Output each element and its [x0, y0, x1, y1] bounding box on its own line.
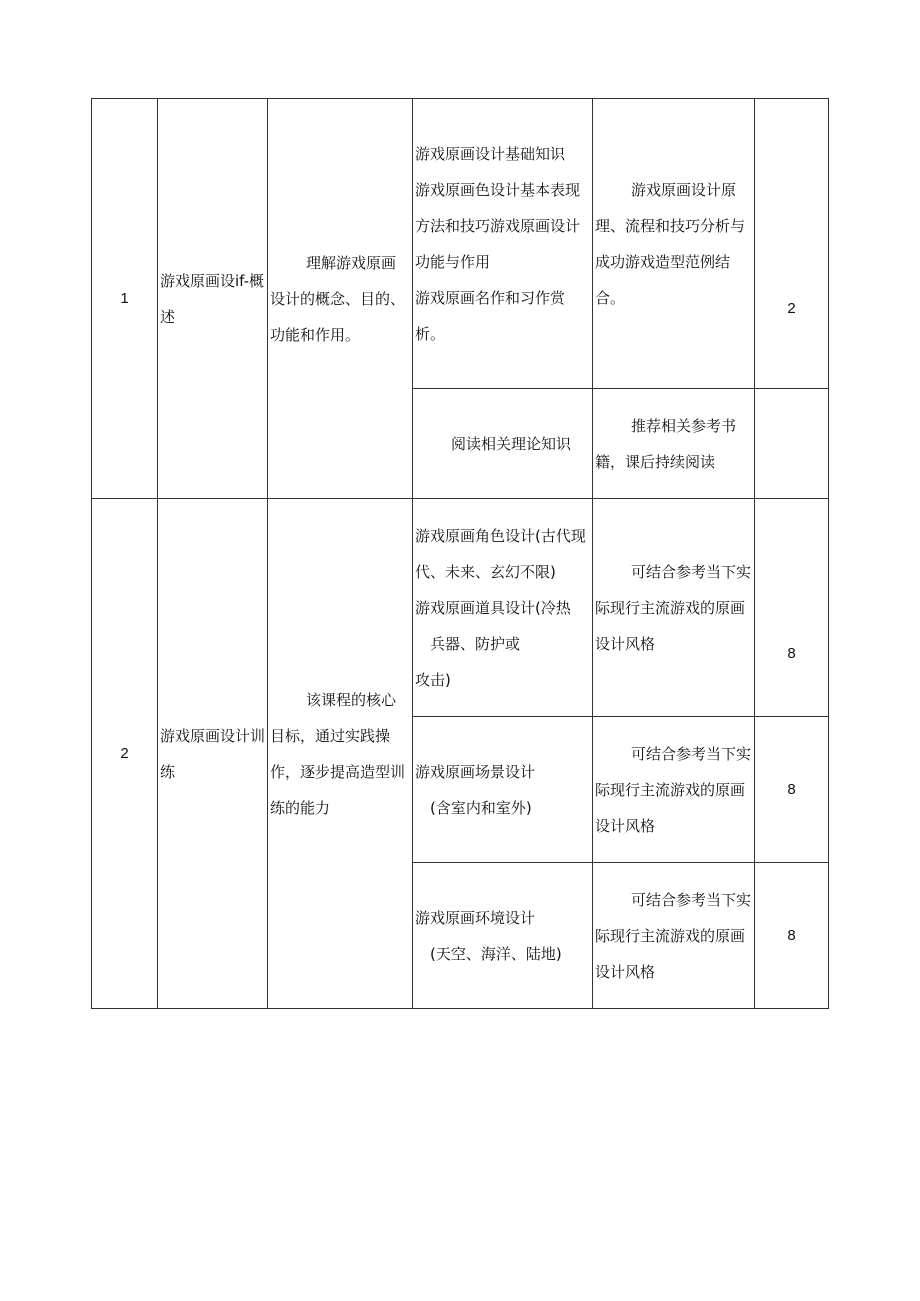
content-line: 游戏原画场景设计 [415, 762, 536, 781]
hours: 8 [755, 717, 829, 863]
content-line: 游戏原画道具设计(冷热 [415, 598, 571, 617]
teaching-note: 推荐相关参考书籍，课后持续阅读 [593, 389, 755, 499]
hours: 8 [755, 863, 829, 1009]
chapter-objective: 该课程的核心目标，通过实践操作，逐步提高造型训练的能力 [268, 499, 413, 1009]
hours: 8 [755, 499, 829, 717]
chapter-content [413, 717, 593, 863]
chapter-content [413, 99, 593, 389]
chapter-title: 游戏原画设计训练 [158, 499, 268, 1009]
teaching-note: 可结合参考当下实际现行主流游戏的原画设计风格 [593, 499, 755, 717]
content-line: 阅读相关理论知识 [451, 434, 572, 453]
content-line: 游戏原画色设计基本表现方法和技巧游戏原画设计功能与作用 [415, 180, 581, 271]
row-number: 1 [92, 99, 158, 499]
table-row [92, 99, 829, 389]
syllabus-table [91, 98, 829, 1009]
chapter-content [413, 863, 593, 1009]
content-line: 游戏原画角色设计(古代现代、未来、玄幻不限) [415, 526, 586, 581]
teaching-note: 可结合参考当下实际现行主流游戏的原画设计风格 [593, 863, 755, 1009]
teaching-note: 游戏原画设计原理、流程和技巧分析与成功游戏造型范例结合。 [593, 99, 755, 389]
table-row [92, 499, 829, 717]
content-line: 游戏原画设计基础知识 [415, 144, 566, 163]
teaching-note: 可结合参考当下实际现行主流游戏的原画设计风格 [593, 717, 755, 863]
hours [755, 389, 829, 499]
chapter-objective: 理解游戏原画设计的概念、目的、功能和作用。 [268, 99, 413, 499]
content-line: 兵器、防护或 [430, 634, 521, 653]
content-line: 游戏原画环境设计 [415, 908, 536, 927]
content-line: 攻击) [415, 670, 451, 689]
content-line: (天空、海洋、陆地) [430, 944, 562, 963]
content-line: (含室内和室外) [430, 798, 532, 817]
chapter-content [413, 389, 593, 499]
chapter-content [413, 499, 593, 717]
chapter-title: 游戏原画设if-概述 [158, 99, 268, 499]
hours: 2 [755, 99, 829, 389]
content-line: 游戏原画名作和习作赏析。 [415, 288, 566, 343]
row-number: 2 [92, 499, 158, 1009]
